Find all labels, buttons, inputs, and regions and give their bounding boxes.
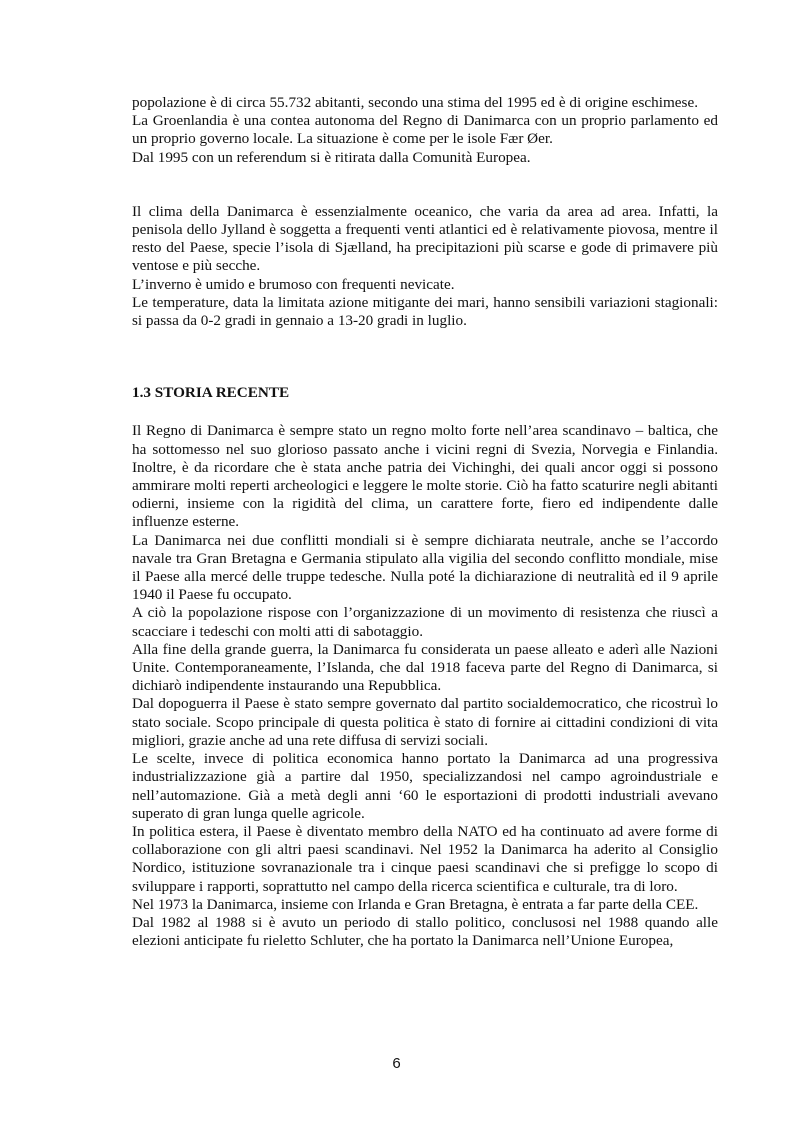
- paragraph: Nel 1973 la Danimarca, insieme con Irlanda e Gran Bretagna, è entrata a far parte della CEE.: [132, 895, 699, 913]
- paragraph: Le scelte, invece di politica economica hanno portato la Danimarca ad una progressiva industrializzazione già a partire dal 1950, specializzandosi nel campo agroindustriale e nell’automazione. Già a metà degli anni ‘60 le esportazioni di prodotti industriali avevano superato di gran lunga quelle agricole.: [132, 750, 718, 822]
- paragraph: L’inverno è umido e brumoso con frequenti nevicate.: [132, 275, 455, 293]
- paragraph: In politica estera, il Paese è diventato membro della NATO ed ha continuato ad avere forme di collaborazione con gli altri paesi scandinavi. Nel 1952 la Danimarca ha aderito al Consiglio Nordico, istituzione sovranazionale tra i cinque paesi scandinavi che si prefigge lo scopo di sviluppare i rapporti, soprattutto nel campo della ricerca scientifica e culturale, tra di loro.: [132, 822, 718, 895]
- spacer: [132, 402, 718, 422]
- paragraph: A ciò la popolazione rispose con l’organizzazione di un movimento di resistenza che riuscì a scacciare i tedeschi con molti atti di sabotaggio.: [132, 604, 718, 640]
- page-body: [132, 94, 718, 950]
- section-heading: 1.3 STORIA RECENTE: [132, 384, 290, 402]
- paragraph: Dal 1982 al 1988 si è avuto un periodo di stallo politico, conclusosi nel 1988 quando alle elezioni anticipate fu rieletto Schluter, che ha portato la Danimarca nell’Unione Europea,: [132, 913, 718, 950]
- paragraph: Dal dopoguerra il Paese è stato sempre governato dal partito socialdemocratico, che ricostruì lo stato sociale. Scopo principale di questa politica è stato di fornire ai cittadini condizioni di vita migliori, grazie anche ad una rete diffusa di servizi sociali.: [132, 695, 718, 749]
- paragraph: La Groenlandia è una contea autonoma del Regno di Danimarca con un proprio parlamento ed un proprio governo locale. La situazione è come per le isole Fær Øer.: [132, 112, 718, 148]
- paragraph: Le temperature, data la limitata azione mitigante dei mari, hanno sensibili variazioni stagionali: si passa da 0-2 gradi in gennaio a 13-20 gradi in luglio.: [132, 293, 718, 330]
- spacer: [132, 330, 718, 384]
- spacer: [132, 167, 718, 203]
- paragraph: Il clima della Danimarca è essenzialmente oceanico, che varia da area ad area. Infatti, la penisola dello Jylland è soggetta a frequenti venti atlantici ed è relativamente piovosa, mentre il resto del Paese, specie l’isola di Sjælland, ha precipitazioni più scarse e gode di primavere più ventose e più secche.: [132, 202, 718, 275]
- page-number: 6: [392, 1055, 401, 1072]
- paragraph: La Danimarca nei due conflitti mondiali si è sempre dichiarata neutrale, anche se l’accordo navale tra Gran Bretagna e Germania stipulato alla vigilia del secondo conflitto mondiale, mise il Paese alla mercé delle truppe tedesche. Nulla poté la dichiarazione di neutralità ed il 9 aprile 1940 il Paese fu occupato.: [132, 531, 718, 604]
- paragraph: Il Regno di Danimarca è sempre stato un regno molto forte nell’area scandinavo – baltica, che ha sottomesso nel suo glorioso passato anche i vicini regni di Svezia, Norvegia e Finlandia. Inoltre, è da ricordare che è stata anche patria dei Vichinghi, dei quali ancor oggi si possono ammirare molti reperti archeologici e leggere le molte storie. Ciò ha fatto scaturire negli abitanti odierni, insieme con la rigidità del clima, un carattere forte, fiero ed indipendente dalle influenze esterne.: [132, 422, 718, 531]
- paragraph: Dal 1995 con un referendum si è ritirata dalla Comunità Europea.: [132, 148, 531, 166]
- paragraph: Alla fine della grande guerra, la Danimarca fu considerata un paese alleato e aderì alle Nazioni Unite. Contemporaneamente, l’Islanda, che dal 1918 faceva parte del Regno di Danimarca, si dichiarò indipendente instaurando una Repubblica.: [132, 640, 718, 695]
- paragraph: popolazione è di circa 55.732 abitanti, secondo una stima del 1995 ed è di origine eschimese.: [132, 94, 698, 111]
